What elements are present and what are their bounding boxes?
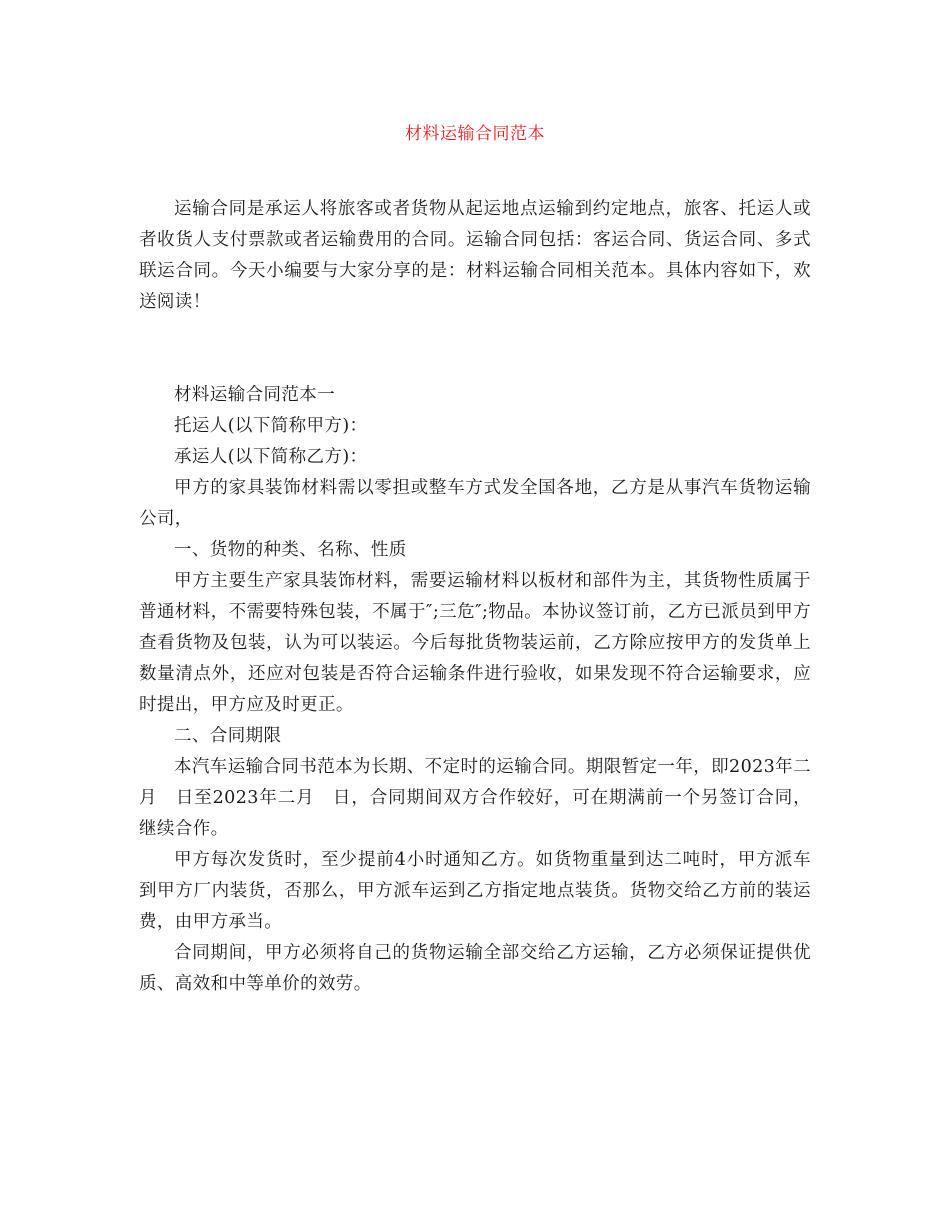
clause-1-body: 甲方主要生产家具装饰材料，需要运输材料以板材和部件为主，其货物性质属于普通材料，不需要特殊包装，不属于″;三危″;物品。本协议签订前，乙方已派员到甲方查看货物及包装，认为可以装运。今后每批货物装运前，乙方除应按甲方的发货单上数量清点外，还应对包装是否符合运输条件进行验收，如果发现不符合运输要求，应时提出，甲方应及时更正。 [139,571,811,715]
preamble-paragraph: 甲方的家具装饰材料需以零担或整车方式发全国各地，乙方是从事汽车货物运输公司， [139,478,811,529]
carrier-line: 承运人(以下简称乙方)： [174,447,368,467]
clause-2-body: 本汽车运输合同书范本为长期、不定时的运输合同。期限暂定一年，即2023年二月 日至2023年二月 日，合同期间双方合作较好，可在期满前一个另签订合同，继续合作。 [139,757,811,839]
shipper-line: 托运人(以下简称甲方)： [174,416,368,436]
intro-paragraph: 运输合同是承运人将旅客或者货物从起运地点运输到约定地点，旅客、托运人或者收货人支付票款或者运输费用的合同。运输合同包括：客运合同、货运合同、多式联运合同。今天小编要与大家分享的是：材料运输合同相关范本。具体内容如下，欢送阅读！ [139,199,811,312]
clause-1-heading: 一、货物的种类、名称、性质 [174,540,407,560]
document-body [139,194,811,1000]
document-title: 材料运输合同范本 [405,124,545,144]
clause-2-heading: 二、合同期限 [174,726,282,746]
paragraph-spacer [139,349,811,380]
notice-paragraph: 甲方每次发货时，至少提前4小时通知乙方。如货物重量到达二吨时，甲方派车到甲方厂内装货，否那么，甲方派车运到乙方指定地点装货。货物交给乙方前的装运费，由甲方承当。 [139,850,811,932]
exclusive-paragraph: 合同期间，甲方必须将自己的货物运输全部交给乙方运输，乙方必须保证提供优质、高效和中等单价的效劳。 [139,943,811,994]
paragraph-spacer [139,318,811,349]
section-heading: 材料运输合同范本一 [174,385,336,405]
